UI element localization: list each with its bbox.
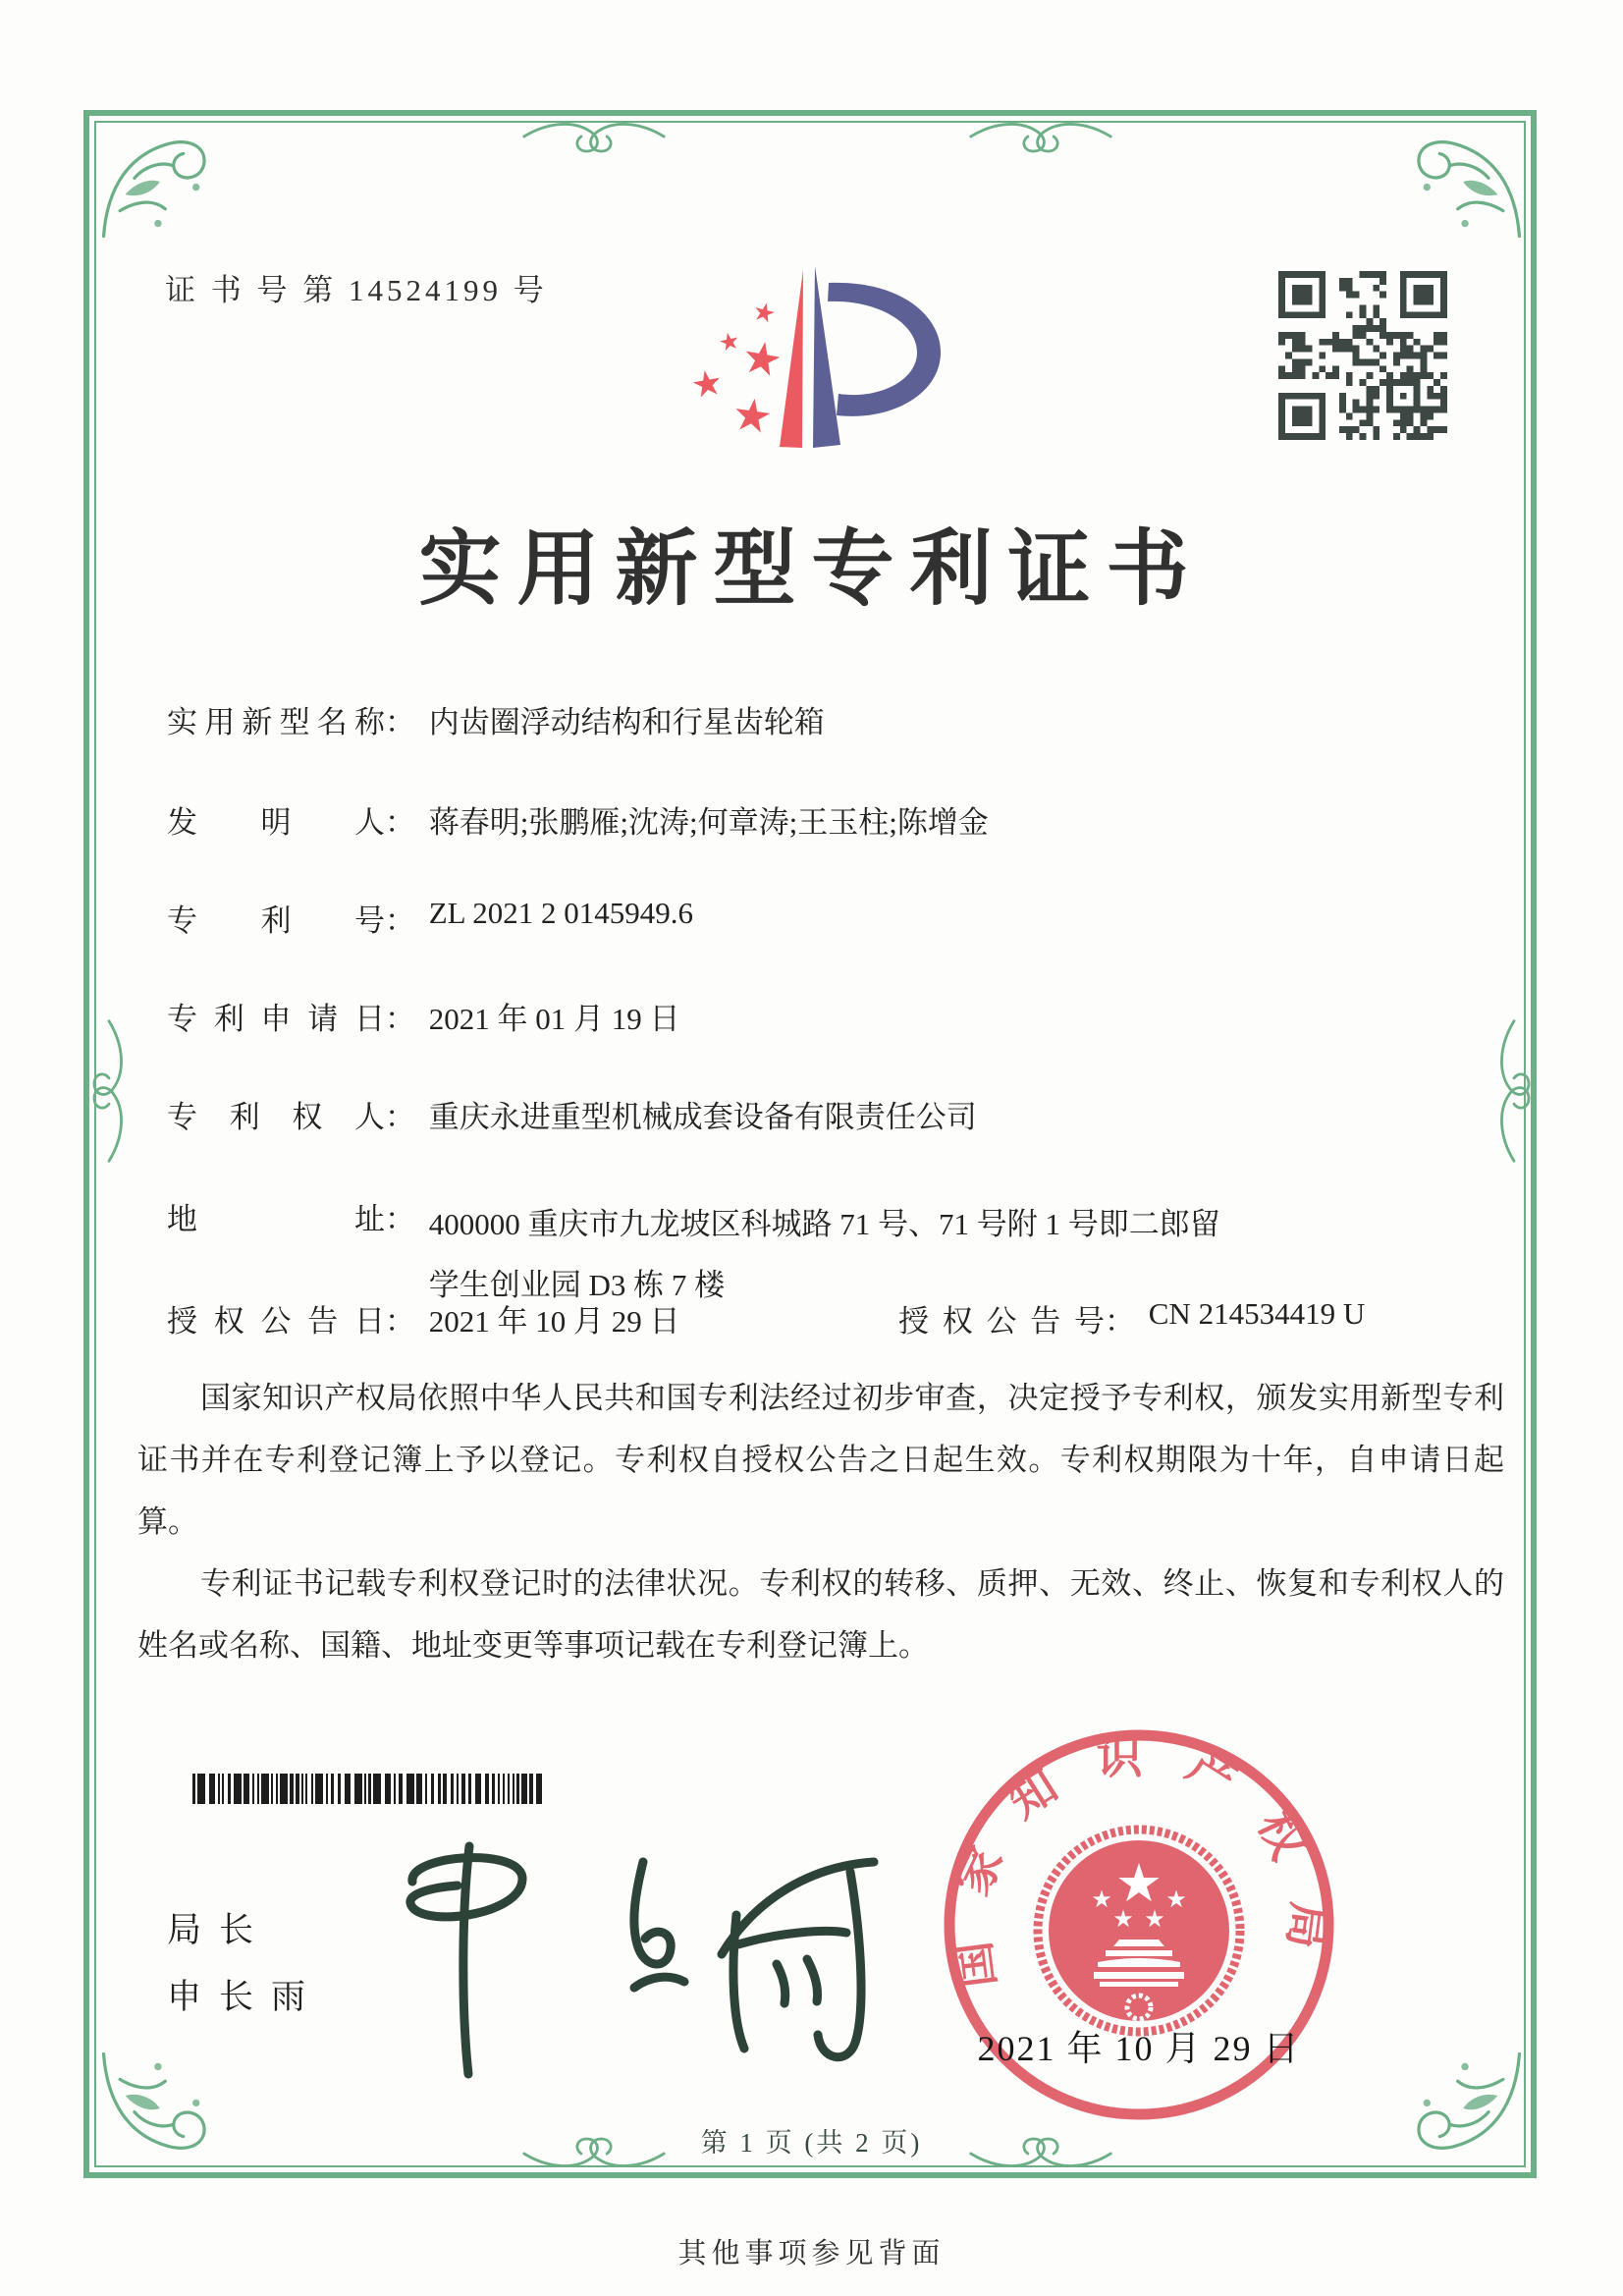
barcode <box>192 1774 544 1804</box>
edge-flourish-icon <box>1493 1017 1535 1165</box>
label-colon: ： <box>1105 1304 1135 1339</box>
corner-flourish-icon <box>1407 124 1525 242</box>
field-value: ZL 2021 2 0145949.6 <box>428 896 693 930</box>
logo-red-wedge <box>780 270 803 448</box>
star-icon: ★ <box>729 386 777 445</box>
field-value: 内齿圈浮动结构和行星齿轮箱 <box>428 705 825 739</box>
field-row-grant <box>167 1296 1532 1340</box>
address-line-2: 学生创业园 D3 栋 7 楼 <box>428 1268 726 1302</box>
corner-flourish-icon <box>98 124 216 242</box>
field-label: 专利号 <box>167 903 385 938</box>
star-icon: ★ <box>737 328 787 389</box>
field-label: 授权公告日 <box>167 1304 385 1339</box>
star-icon: ★ <box>716 326 743 357</box>
field-row-filing-date <box>167 994 680 1038</box>
seal-date: 2021 年 10 月 29 日 <box>977 2029 1301 2068</box>
director-signature-script <box>344 1825 913 2096</box>
field-label: 授权公告号 <box>898 1304 1105 1339</box>
label-colon: ： <box>385 1304 415 1339</box>
cnipa-logo-icon <box>636 230 982 462</box>
field-label: 地址 <box>167 1202 385 1236</box>
label-colon: ： <box>385 1100 415 1134</box>
page-number: 第 1 页 (共 2 页) <box>700 2128 923 2158</box>
back-side-note: 其他事项参见背面 <box>677 2238 946 2269</box>
label-colon: ： <box>385 903 415 938</box>
logo-blue-p-bowl <box>828 283 941 416</box>
label-colon: ： <box>385 1002 415 1036</box>
star-icon: ★ <box>1114 1852 1163 1914</box>
star-icon: ★ <box>1165 1886 1187 1913</box>
field-label: 发明人 <box>167 805 385 840</box>
qr-code <box>1278 271 1447 440</box>
field-label: 专利权人 <box>167 1100 385 1134</box>
grant-date-value: 2021 年 10 月 29 日 <box>428 1304 680 1339</box>
star-icon: ★ <box>1112 1905 1134 1933</box>
certificate-title: 实用新型专利证书 <box>418 524 1205 616</box>
field-row-inventors <box>167 797 989 842</box>
field-row-name <box>167 697 825 741</box>
signer-name: 申长雨 <box>167 1978 324 2016</box>
field-label: 实用新型名称 <box>167 705 385 739</box>
field-value: 2021 年 01 月 19 日 <box>428 1002 680 1036</box>
edge-flourish-icon <box>967 116 1114 157</box>
label-colon: ： <box>385 1202 415 1236</box>
edge-flourish-icon <box>88 1017 130 1165</box>
seal-ring-text: 国家知识产权局 <box>944 1732 1334 1992</box>
star-icon: ★ <box>1144 1905 1165 1933</box>
signer-title: 局长 <box>167 1911 272 1949</box>
field-row-patentee <box>167 1092 977 1136</box>
address-line-1: 400000 重庆市九龙坡区科城路 71 号、71 号附 1 号即二郎留 <box>428 1207 1220 1241</box>
national-emblem-icon <box>1038 1830 1240 2032</box>
legal-text-block <box>137 1367 1504 1676</box>
label-colon: ： <box>385 805 415 840</box>
field-row-patent-number <box>167 896 693 940</box>
grant-number-value: CN 214534419 U <box>1148 1296 1366 1331</box>
field-value: 重庆永进重型机械成套设备有限责任公司 <box>428 1100 977 1134</box>
legal-paragraph-2: 专利证书记载专利权登记时的法律状况。专利权的转移、质押、无效、终止、恢复和专利权人的姓名或名称、国籍、地址变更等事项记载在专利登记簿上。 <box>137 1566 1504 1663</box>
field-value: 蒋春明;张鹏雁;沈涛;何章涛;王玉柱;陈增金 <box>428 805 989 840</box>
grant-number-group <box>898 1296 1365 1340</box>
field-label: 专利申请日 <box>167 1002 385 1036</box>
star-icon: ★ <box>749 296 780 331</box>
legal-paragraph-1: 国家知识产权局依照中华人民共和国专利法经过初步审查，决定授予专利权，颁发实用新型专利证书并在专利登记簿上予以登记。专利权自授权公告之日起生效。专利权期限为十年，自申请日起算。 <box>137 1381 1504 1539</box>
star-icon: ★ <box>1091 1886 1112 1913</box>
certificate-number: 证 书 号 第 14524199 号 <box>165 273 548 307</box>
edge-flourish-icon <box>520 116 668 157</box>
star-icon: ★ <box>687 361 727 408</box>
label-colon: ： <box>385 705 415 739</box>
